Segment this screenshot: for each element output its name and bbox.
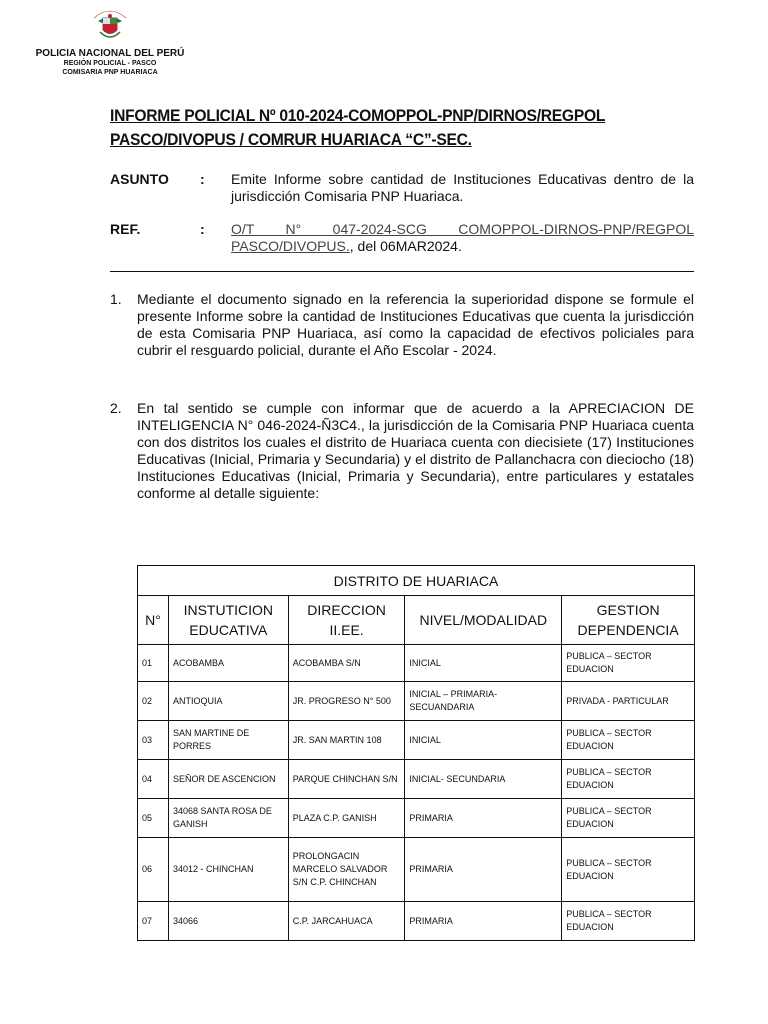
table-row [138,682,695,721]
cell-institution: 34066 [168,902,288,941]
cell-management: PUBLICA – SECTOR EDUACION [562,902,695,941]
station-name: COMISARIA PNP HUARIACA [62,69,158,76]
header-management: GESTION DEPENDENCIA [562,596,695,645]
header-address: DIRECCION II.EE. [288,596,405,645]
cell-institution: SEÑOR DE ASCENCION [168,760,288,799]
cell-level: PRIMARIA [405,799,562,838]
cell-number: 04 [138,760,169,799]
peru-coat-of-arms-icon [88,6,132,46]
cell-level: INICIAL – PRIMARIA-SECUANDARIA [405,682,562,721]
cell-institution: ACOBAMBA [168,645,288,682]
cell-level: PRIMARIA [405,838,562,902]
cell-address: C.P. JARCAHUACA [288,902,405,941]
header-level: NIVEL/MODALIDAD [405,596,562,645]
paragraph-number: 2. [110,400,122,416]
institution-name: POLICIA NACIONAL DEL PERÚ [35,48,185,59]
cell-management: PUBLICA – SECTOR EDUACION [562,721,695,760]
asunto-colon: : [200,171,205,187]
cell-number: 05 [138,799,169,838]
report-title [110,104,653,152]
cell-number: 03 [138,721,169,760]
ref-label: REF. [110,221,141,237]
report-title-line2: PASCO/DIVOPUS / COMRUR HUARIACA “C”-SEC. [110,130,472,149]
cell-number: 02 [138,682,169,721]
report-title-line1: INFORME POLICIAL Nº 010-2024-COMOPPOL-PNP/DIRNOS/REGPOL [110,106,606,125]
section-divider [110,271,694,272]
letterhead [10,6,210,77]
cell-level: INICIAL [405,645,562,682]
ref-colon: : [200,221,205,237]
asunto-text: Emite Informe sobre cantidad de Instituciones Educativas dentro de la jurisdicción Comisaria PNP Huariaca. [231,171,694,204]
paragraph-text: En tal sentido se cumple con informar que de acuerdo a la APRECIACION DE INTELIGENCIA N° 046-2024-Ñ3C4., la jurisdicción de la Comisaria PNP Huariaca cuenta con dos distritos los cuales el distrito de Huariaca cuenta con diecisiete (17) Instituciones Educativas (Inicial, Primaria y Secundaria) y el distrito de Pallanchacra con dieciocho (18) Instituciones Educativas (Inicial, Primaria y Secundaria), entre particulares y estatales conforme al detalle siguiente: [137,400,694,501]
paragraph-number: 1. [110,291,122,307]
cell-institution: 34012 - CHINCHAN [168,838,288,902]
cell-management: PRIVADA - PARTICULAR [562,682,695,721]
cell-level: INICIAL- SECUNDARIA [405,760,562,799]
cell-number: 06 [138,838,169,902]
cell-management: PUBLICA – SECTOR EDUACION [562,760,695,799]
table-row [138,645,695,682]
cell-level: INICIAL [405,721,562,760]
cell-management: PUBLICA – SECTOR EDUACION [562,799,695,838]
cell-address: ACOBAMBA S/N [288,645,405,682]
asunto-label: ASUNTO [110,171,169,187]
paragraph-text: Mediante el documento signado en la referencia la superioridad dispone se formule el presente Informe sobre la cantidad de Instituciones Educativas que cuenta la jurisdicción de esta Comisaria PNP Huariaca, así como la capacidad de efectivos policiales para cubrir el resguardo policial, durante el Año Escolar - 2024. [137,291,694,358]
cell-level: PRIMARIA [405,902,562,941]
header-institution: INSTUTICION EDUCATIVA [168,596,288,645]
cell-address: JR. SAN MARTIN 108 [288,721,405,760]
cell-institution: ANTIOQUIA [168,682,288,721]
table-caption: DISTRITO DE HUARIACA [138,566,695,596]
ref-date: , del 06MAR2024. [349,238,462,254]
ref-text [231,221,694,255]
cell-address: PROLONGACIN MARCELO SALVADOR S/N C.P. CHINCHAN [288,838,405,902]
ref-document-link[interactable]: O/T N° 047-2024-SCG COMOPPOL-DIRNOS-PNP/REGPOL PASCO/DIVOPUS. [231,221,694,254]
cell-institution: 34068 SANTA ROSA DE GANISH [168,799,288,838]
table-row [138,838,695,902]
cell-institution: SAN MARTINE DE PORRES [168,721,288,760]
header-number: N° [138,596,169,645]
table-row [138,902,695,941]
cell-number: 07 [138,902,169,941]
cell-management: PUBLICA – SECTOR EDUACION [562,838,695,902]
institutions-table [137,565,695,941]
cell-address: JR. PROGRESO N° 500 [288,682,405,721]
cell-address: PARQUE CHINCHAN S/N [288,760,405,799]
cell-number: 01 [138,645,169,682]
table-row [138,799,695,838]
table-row [138,760,695,799]
table-row [138,721,695,760]
cell-management: PUBLICA – SECTOR EDUACION [562,645,695,682]
region-name: REGIÓN POLICIAL - PASCO [63,60,157,67]
cell-address: PLAZA C.P. GANISH [288,799,405,838]
